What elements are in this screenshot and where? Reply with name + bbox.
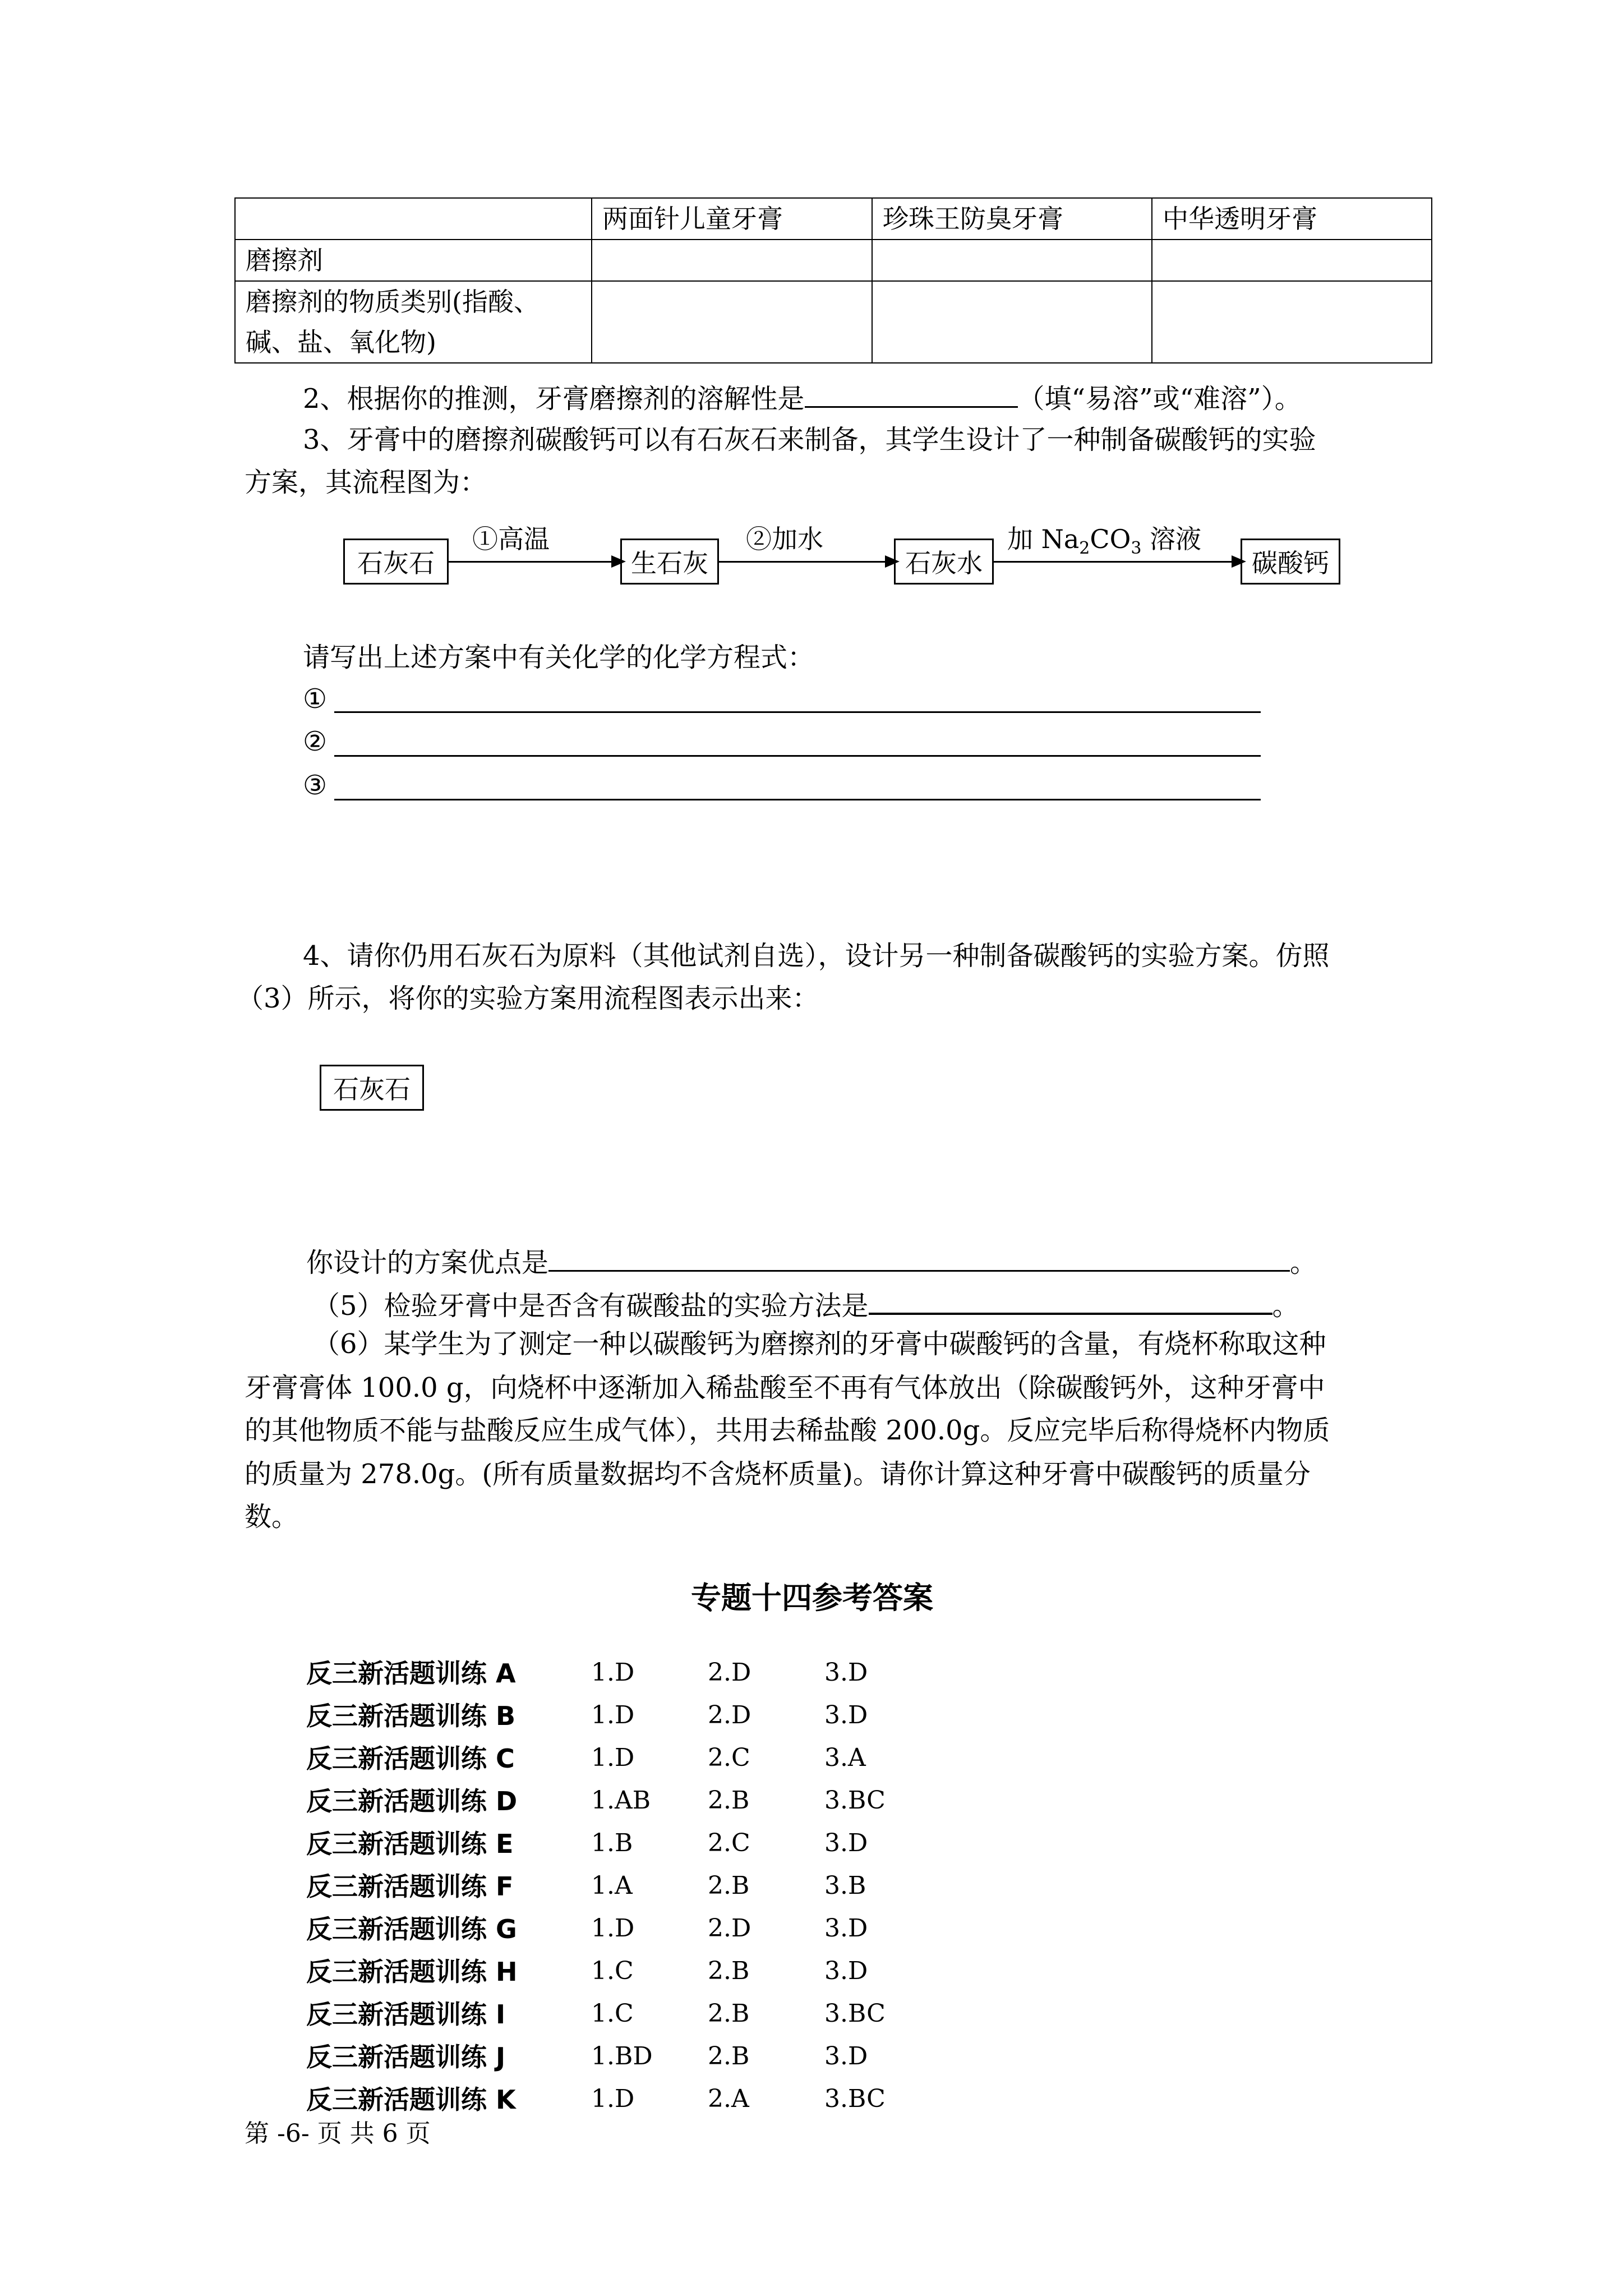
toothpaste-table	[234, 197, 1432, 364]
answer-3: 3.BC	[824, 1999, 886, 2028]
answer-2: 2.C	[708, 1743, 750, 1772]
answer-3: 3.A	[824, 1743, 866, 1772]
answer-2: 2.D	[708, 1701, 751, 1729]
table-header-cell: 中华透明牙膏	[1152, 198, 1432, 240]
equation-mark-2: ②	[303, 726, 328, 757]
equation-mark-1: ①	[303, 683, 328, 715]
table-row-label-line: 碱、盐、氧化物)	[246, 327, 436, 357]
question-6-line4: 的质量为 278.0g。(所有质量数据均不含烧杯质量)。请你计算这种牙膏中碳酸钙的质量分	[245, 1458, 1311, 1490]
flow-box-limestone-q4: 石灰石	[320, 1065, 424, 1111]
answer-row-label: 反三新活题训练 F	[306, 1871, 514, 1902]
flow-step-3-text: 加 Na	[1007, 524, 1080, 554]
flow-step-2-label: ②加水	[746, 524, 823, 554]
advantage-text: 你设计的方案优点是	[306, 1247, 549, 1278]
answer-2: 2.D	[708, 1914, 751, 1943]
answer-row-label: 反三新活题训练 A	[306, 1658, 516, 1688]
question-5-text: （5）检验牙膏中是否含有碳酸盐的实验方法是	[313, 1290, 869, 1322]
table-cell[interactable]	[592, 281, 872, 363]
flow-arrow	[719, 561, 886, 563]
answer-1: 1.B	[591, 1829, 633, 1857]
equation-line-1[interactable]	[334, 711, 1261, 713]
flow-arrow	[994, 561, 1233, 563]
table-cell[interactable]	[872, 240, 1152, 281]
answer-3: 3.D	[824, 1957, 868, 1985]
flow-box-calcium-carbonate: 碳酸钙	[1241, 539, 1340, 585]
answer-3: 3.B	[824, 1871, 866, 1900]
page-number: 第 -6- 页 共 6 页	[245, 2119, 431, 2148]
answer-1: 1.D	[591, 1658, 635, 1687]
answer-row-label: 反三新活题训练 J	[306, 2042, 506, 2072]
answer-row-label: 反三新活题训练 E	[306, 1829, 514, 1859]
flow-step-3-text: 溶液	[1141, 524, 1202, 554]
table-header-row	[235, 198, 1432, 240]
answer-1: 1.D	[591, 1914, 635, 1943]
table-cell[interactable]	[1152, 240, 1432, 281]
question-2	[303, 381, 1302, 415]
subscript: 2	[1079, 539, 1090, 559]
answer-3: 3.D	[824, 1701, 868, 1729]
answer-row-label: 反三新活题训练 K	[306, 2085, 516, 2115]
answer-blank[interactable]	[869, 1288, 1272, 1315]
flow-step-3-text: CO	[1090, 524, 1131, 554]
answer-row-label: 反三新活题训练 G	[306, 1914, 517, 1944]
answer-1: 1.D	[591, 1743, 635, 1772]
answer-3: 3.BC	[824, 2085, 886, 2113]
answer-blank[interactable]	[805, 381, 1018, 408]
question-2-tail: （填“易溶”或“难溶”）。	[1017, 383, 1302, 415]
flow-step-1-label: ①高温	[472, 524, 550, 554]
flow-step-3-label	[1007, 526, 1201, 557]
answer-1: 1.C	[591, 1999, 634, 2028]
table-header-cell: 两面针儿童牙膏	[592, 198, 872, 240]
table-cell[interactable]	[1152, 281, 1432, 363]
answer-2: 2.B	[708, 2042, 750, 2070]
question-6-line5: 数。	[245, 1501, 299, 1533]
question-5	[313, 1288, 1299, 1322]
answer-row-label: 反三新活题训练 I	[306, 1999, 506, 2030]
question-2-text: 2、根据你的推测，牙膏磨擦剂的溶解性是	[303, 383, 805, 415]
answer-1: 1.D	[591, 1701, 635, 1729]
answer-3: 3.D	[824, 1914, 868, 1943]
question-3-line2: 方案，其流程图为：	[245, 467, 487, 498]
equation-prompt: 请写出上述方案中有关化学的化学方程式：	[303, 642, 815, 673]
table-row	[235, 240, 1432, 281]
advantage-prompt	[306, 1245, 1317, 1276]
answer-1: 1.C	[591, 1957, 634, 1985]
answer-3: 3.D	[824, 1829, 868, 1857]
answer-blank[interactable]	[548, 1245, 1290, 1272]
period: 。	[1272, 1290, 1299, 1322]
answer-1: 1.AB	[591, 1786, 651, 1815]
answer-2: 2.C	[708, 1829, 750, 1857]
answer-row-label: 反三新活题训练 B	[306, 1701, 516, 1731]
answer-2: 2.D	[708, 1658, 751, 1687]
answer-row-label: 反三新活题训练 C	[306, 1743, 515, 1774]
answer-3: 3.BC	[824, 1786, 886, 1815]
answer-3: 3.D	[824, 1658, 868, 1687]
table-cell[interactable]	[872, 281, 1152, 363]
question-6-line3: 的其他物质不能与盐酸反应生成气体），共用去稀盐酸 200.0g。反应完毕后称得烧杯内物质	[245, 1415, 1330, 1446]
answer-2: 2.B	[708, 1999, 750, 2028]
answer-2: 2.B	[708, 1957, 750, 1985]
question-6-line1: （6）某学生为了测定一种以碳酸钙为磨擦剂的牙膏中碳酸钙的含量，有烧杯称取这种	[313, 1328, 1326, 1360]
flow-box-quicklime: 生石灰	[620, 539, 719, 585]
answer-1: 1.A	[591, 1871, 633, 1900]
equation-line-3[interactable]	[334, 799, 1261, 800]
answer-2: 2.B	[708, 1871, 750, 1900]
answer-row-label: 反三新活题训练 D	[306, 1786, 518, 1816]
table-header-cell	[235, 198, 592, 240]
answer-3: 3.D	[824, 2042, 868, 2070]
flow-arrow	[449, 561, 611, 563]
table-row-label	[235, 281, 592, 363]
answer-1: 1.BD	[591, 2042, 653, 2070]
answer-2: 2.A	[708, 2085, 749, 2113]
answer-2: 2.B	[708, 1786, 750, 1815]
equation-line-2[interactable]	[334, 755, 1261, 757]
answer-1: 1.D	[591, 2085, 635, 2113]
flow-box-limewater: 石灰水	[894, 539, 994, 585]
question-4-line1: 4、请你仍用石灰石为原料（其他试剂自选），设计另一种制备碳酸钙的实验方案。仿照	[303, 940, 1330, 972]
question-6-line2: 牙膏膏体 100.0 g，向烧杯中逐渐加入稀盐酸至不再有气体放出（除碳酸钙外，这种牙膏中	[245, 1372, 1325, 1404]
question-3-line1: 3、牙膏中的磨擦剂碳酸钙可以有石灰石来制备，其学生设计了一种制备碳酸钙的实验	[303, 424, 1316, 455]
subscript: 3	[1131, 539, 1142, 559]
equation-mark-3: ③	[303, 770, 328, 801]
question-4-line2: （3）所示，将你的实验方案用流程图表示出来：	[237, 983, 819, 1014]
table-row-label-line: 磨擦剂的物质类别(指酸、	[246, 287, 540, 317]
table-row-label: 磨擦剂	[235, 240, 592, 281]
answers-title: 专题十四参考答案	[691, 1580, 933, 1616]
table-header-cell: 珍珠王防臭牙膏	[872, 198, 1152, 240]
flow-box-limestone: 石灰石	[343, 539, 449, 585]
period: 。	[1290, 1247, 1317, 1278]
table-cell[interactable]	[592, 240, 872, 281]
answer-row-label: 反三新活题训练 H	[306, 1957, 518, 1987]
table-row	[235, 281, 1432, 363]
